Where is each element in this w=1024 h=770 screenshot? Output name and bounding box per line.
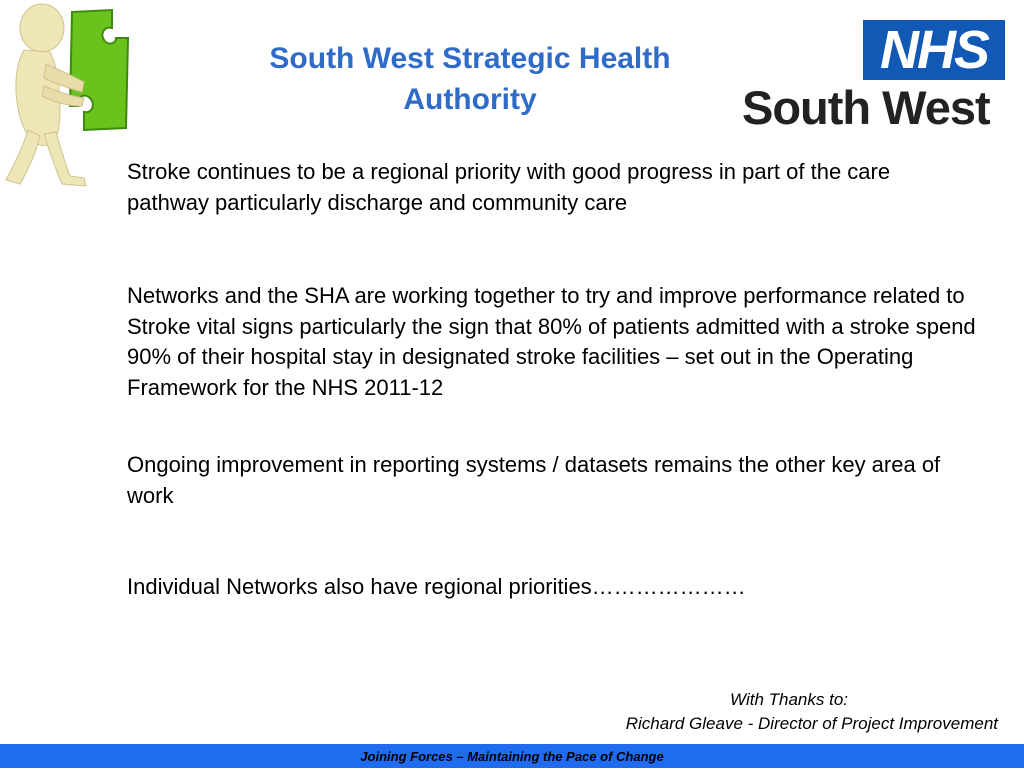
footer-bar — [0, 744, 1024, 768]
nhs-south-west-logo — [742, 20, 1006, 135]
page-title: South West Strategic Health Authority — [269, 42, 671, 116]
body-paragraph-2: Networks and the SHA are working together to try and improve performance related to Stroke vital signs particularly the sign that 80% of patients admitted with a stroke spend 90% of their hospital stay in designated stroke facilities – set out in the Operating Framework for the NHS 2011-12 — [127, 283, 976, 400]
body-paragraph-1: Stroke continues to be a regional priority with good progress in part of the care pathway particularly discharge and community care — [127, 159, 891, 215]
puzzle-figure-icon — [0, 0, 140, 195]
footer-text: Joining Forces – Maintaining the Pace of Change — [360, 749, 664, 764]
acknowledgement-heading: With Thanks to: — [730, 690, 848, 709]
acknowledgement — [498, 688, 998, 736]
body-paragraph-3: Ongoing improvement in reporting systems / datasets remains the other key area of work — [127, 452, 941, 508]
acknowledgement-name: Richard Gleave - Director of Project Improvement — [625, 714, 998, 733]
nhs-logo-box: NHS — [863, 20, 1005, 80]
body-paragraph-4: Individual Networks also have regional priorities………………… — [127, 574, 746, 599]
region-name: South West — [742, 81, 990, 134]
